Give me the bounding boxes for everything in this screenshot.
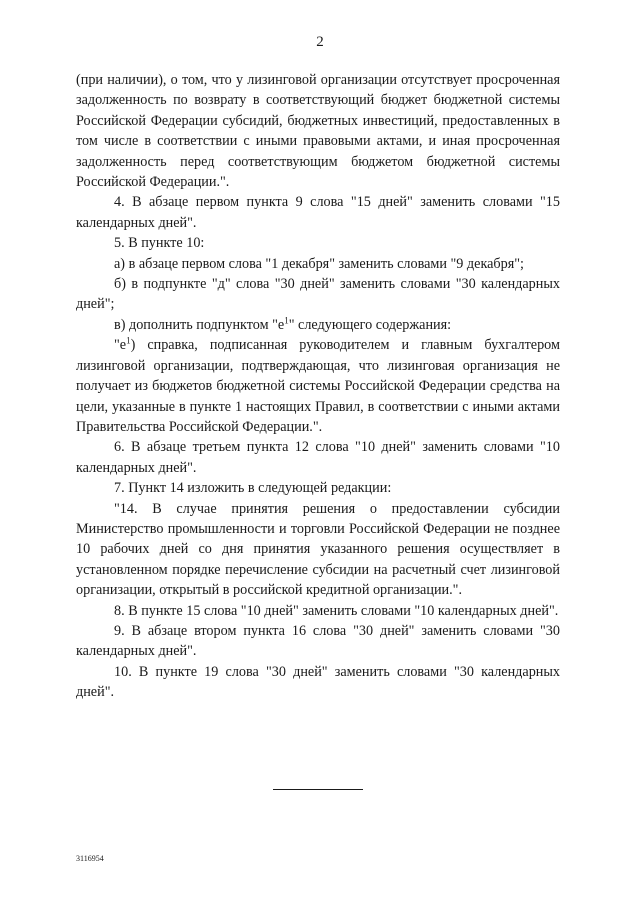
paragraph-item-10: 10. В пункте 19 слова "30 дней" заменить словами "30 календарных дней".	[76, 663, 560, 701]
paragraph-item-4: 4. В абзаце первом пункта 9 слова "15 дней" заменить словами "15 календарных дней".	[76, 194, 560, 231]
superscript-one: 1	[284, 315, 289, 326]
superscript-one: 1	[126, 335, 131, 346]
paragraph-item-5b: б) в подпункте "д" слова "30 дней" заменить словами "30 календарных дней";	[76, 276, 560, 313]
separator-line	[273, 789, 363, 790]
paragraph-item-5v-text-start: в) дополнить подпунктом "е	[114, 316, 285, 333]
paragraph-item-9: 9. В абзаце втором пункта 16 слова "30 дней" заменить словами "30 календарных дней".	[76, 622, 560, 660]
paragraph-subitem-e1-text: ) справка, подписанная руководителем и главным бухгалтером лизинговой организации, подтверждающая, что лизинговая организация не получает из бюджетов бюджетной системы Российской Федерации средства на цели, указанные в пункте 1 настоящих Правил, в соответствии с иными актами Правительства Российской Федерации.".	[76, 337, 560, 435]
paragraph-item-14-quote: "14. В случае принятия решения о предоставлении субсидии Министерство промышленности и торговли Российской Федерации не позднее 10 рабочих дней со дня принятия указанного решения осуществляет в установленном порядке перечисление субсидии на расчетный счет лизинговой организации, открытый в российской кредитной организации.".	[76, 500, 560, 599]
paragraph-item-8: 8. В пункте 15 слова "10 дней" заменить словами "10 календарных дней".	[114, 602, 559, 619]
paragraph-item-5a: а) в абзаце первом слова "1 декабря" заменить словами "9 декабря";	[114, 255, 524, 272]
document-code: 3116954	[76, 854, 104, 863]
document-body	[76, 70, 560, 703]
paragraph-item-5v-text-end: " следующего содержания:	[288, 316, 452, 333]
paragraph-item-6: 6. В абзаце третьем пункта 12 слова "10 дней" заменить словами "10 календарных дней".	[76, 439, 560, 476]
paragraph-continuation: (при наличии), о том, что у лизинговой организации отсутствует просроченная задолженность по возврату в соответствующий бюджет бюджетной системы Российской Федерации субсидий, бюджетных инвестиций, предоставленных в том числе в соответствии с иными правовыми актами, и иная просроченная задолженность перед соответствующим бюджетом бюджетной системы Российской Федерации.".	[76, 72, 560, 191]
paragraph-item-5: 5. В пункте 10:	[114, 235, 205, 252]
paragraph-subitem-e1-start: "е	[114, 337, 127, 354]
paragraph-item-5v	[76, 315, 560, 335]
page-number: 2	[316, 34, 324, 50]
paragraph-item-7: 7. Пункт 14 изложить в следующей редакции:	[114, 480, 392, 497]
paragraph-subitem-e1	[76, 335, 560, 437]
